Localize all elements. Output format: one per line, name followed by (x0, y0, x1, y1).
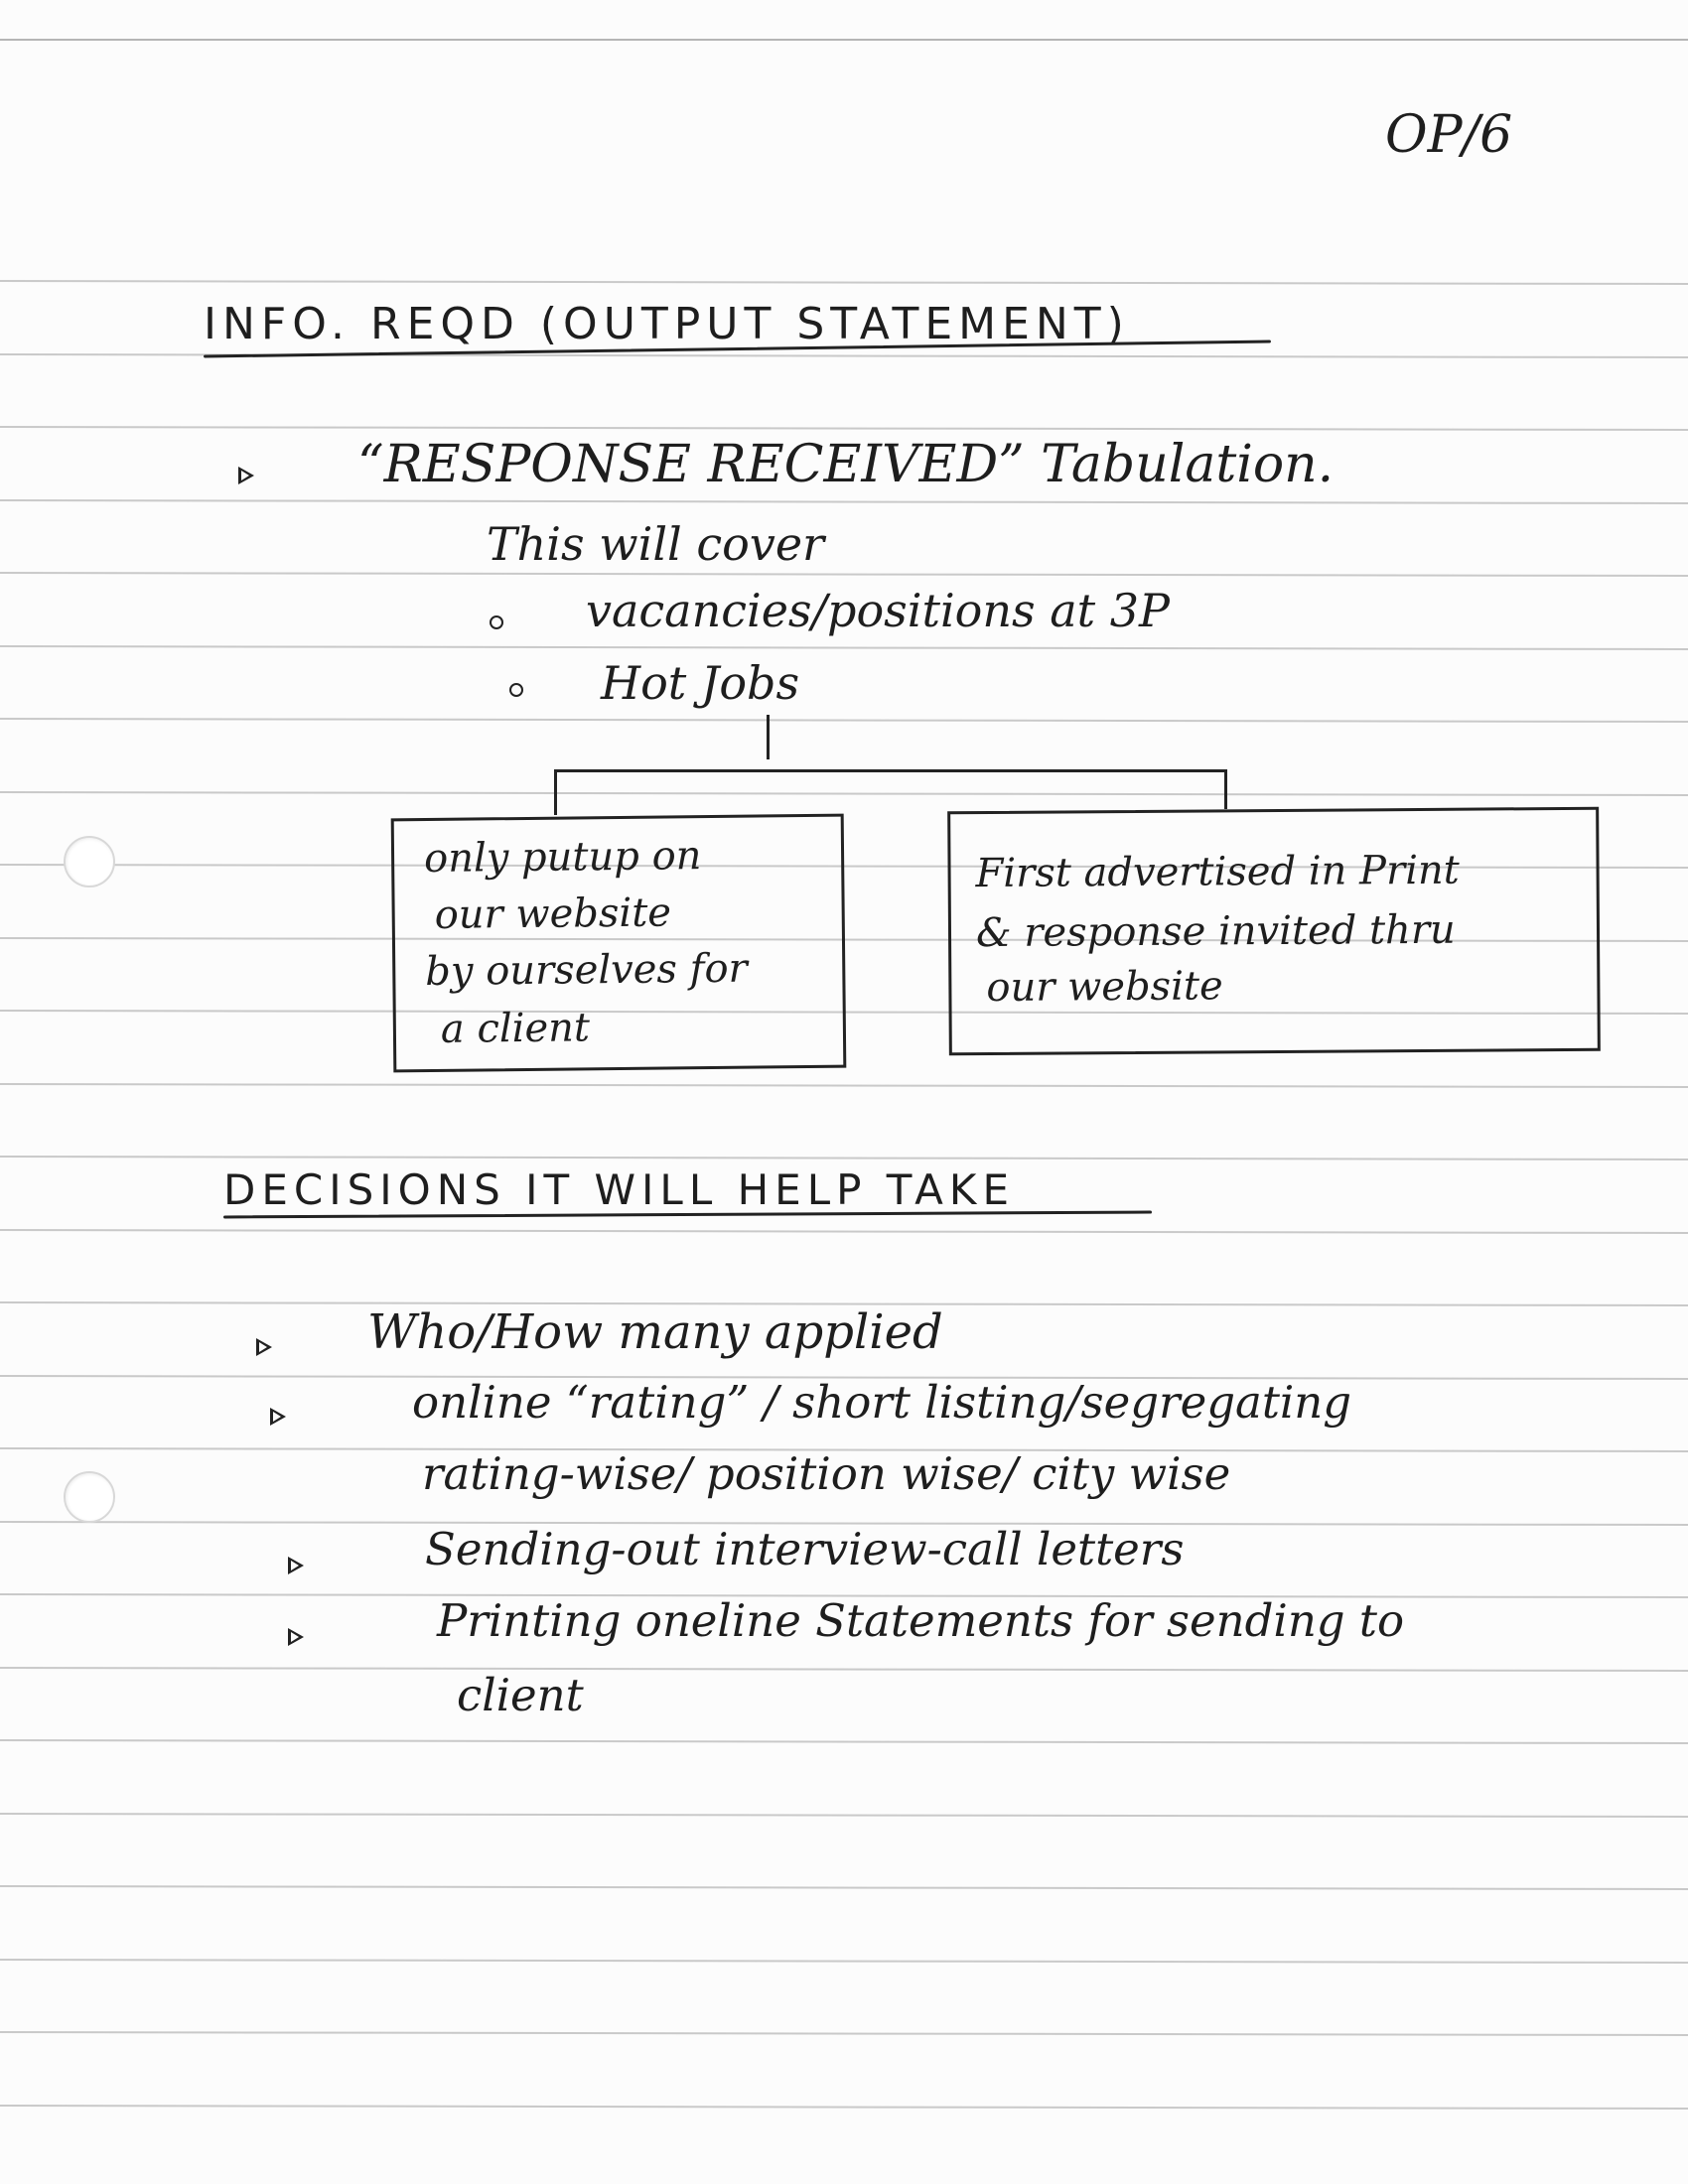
box-print-advertised (947, 807, 1601, 1056)
decision-item: online “rating” / short listing/segregating (412, 1376, 1352, 1429)
response-received-item: “RESPONSE RECEIVED” Tabulation. (357, 435, 1335, 494)
cover-intro: This will cover (487, 517, 825, 571)
box-right-line: our website (986, 963, 1223, 1012)
decision-item: Sending-out interview-call letters (425, 1523, 1185, 1575)
rule-line (0, 500, 1688, 503)
box-left-line: by ourselves for (425, 945, 748, 996)
triangle-bullet-icon (238, 467, 254, 484)
rule-line (0, 1084, 1688, 1087)
connector-horizontal (556, 769, 1226, 772)
box-right-line: First advertised in Print (975, 847, 1460, 897)
section-heading-decisions: DECISIONS IT WILL HELP TAKE (223, 1165, 1015, 1214)
decision-item: Printing oneline Statements for sending to (437, 1594, 1405, 1647)
rule-line (0, 2032, 1688, 2035)
decision-item-continued: rating-wise/ position wise/ city wise (422, 1447, 1231, 1500)
rule-line (0, 646, 1688, 649)
box-website-only (391, 814, 847, 1073)
decision-item: Who/How many applied (367, 1304, 943, 1360)
rule-line (0, 1157, 1688, 1160)
rule-line (0, 573, 1688, 576)
triangle-bullet-icon (256, 1338, 272, 1356)
connector-right-drop (1224, 769, 1227, 809)
rule-line (0, 719, 1688, 722)
page-reference: OP/6 (1385, 105, 1513, 165)
rule-line (0, 1960, 1688, 1963)
rule-line (0, 1886, 1688, 1889)
connector-left-drop (554, 769, 557, 815)
rule-line (0, 1230, 1688, 1233)
round-bullet-icon (509, 683, 523, 697)
round-bullet-icon (490, 615, 503, 629)
triangle-bullet-icon (288, 1557, 304, 1574)
binder-hole-top (64, 836, 115, 887)
triangle-bullet-icon (270, 1408, 286, 1426)
box-left-line: a client (440, 1005, 591, 1052)
rule-line (0, 1668, 1688, 1671)
box-left-line: our website (434, 889, 672, 938)
rule-line (0, 1740, 1688, 1743)
connector-vertical (767, 715, 770, 759)
rule-line (0, 1814, 1688, 1817)
rule-line (0, 427, 1688, 430)
binder-hole-bottom (64, 1471, 115, 1523)
rule-line (0, 792, 1688, 795)
triangle-bullet-icon (288, 1628, 304, 1646)
cover-item-hot-jobs: Hot Jobs (601, 656, 800, 710)
box-left-line: only putup on (423, 833, 702, 883)
decision-item-continued: client (457, 1669, 584, 1721)
rule-line (0, 281, 1688, 284)
cover-item-vacancies: vacancies/positions at 3P (586, 584, 1170, 637)
box-right-line: & response invited thru (975, 906, 1456, 957)
section-heading-info-reqd: INFO. REQD (OUTPUT STATEMENT) (204, 299, 1130, 349)
rule-line (0, 2106, 1688, 2109)
